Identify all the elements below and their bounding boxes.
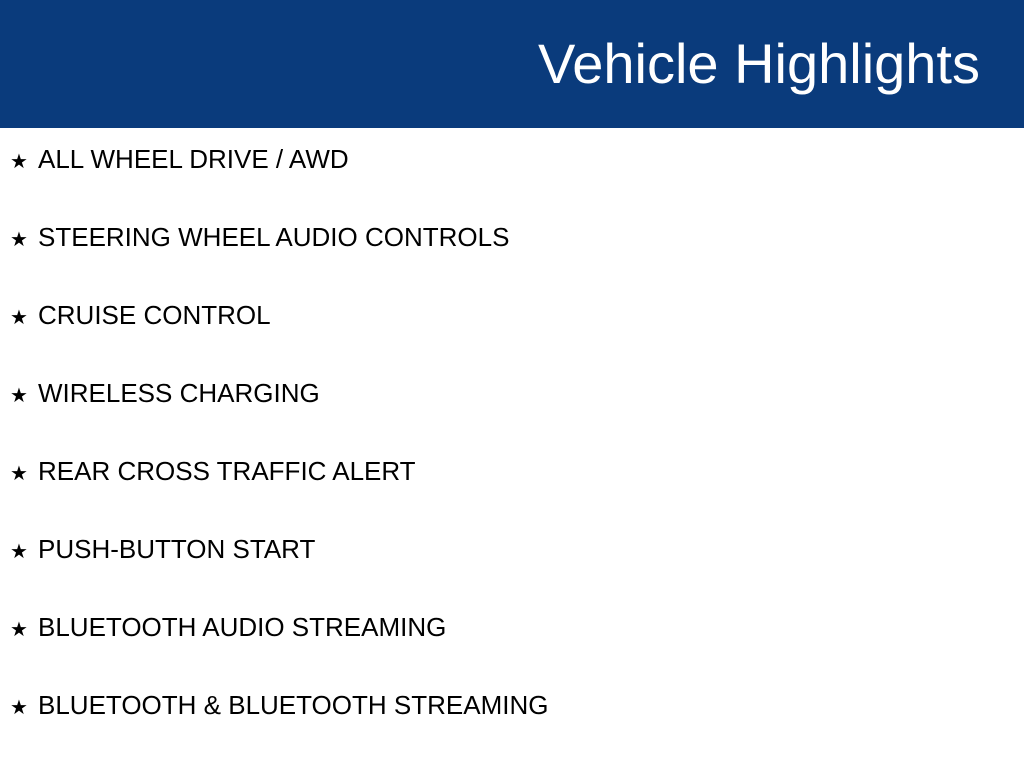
star-bullet-icon: ★	[10, 619, 28, 641]
list-item	[10, 146, 1024, 224]
list-item	[10, 458, 1024, 536]
vehicle-highlights-list	[0, 146, 1024, 770]
feature-label: BLUETOOTH & BLUETOOTH STREAMING	[38, 690, 549, 720]
feature-label: REAR CROSS TRAFFIC ALERT	[38, 456, 416, 486]
header-bar	[0, 0, 1024, 128]
star-bullet-icon: ★	[10, 151, 28, 173]
feature-label: WIRELESS CHARGING	[38, 378, 320, 408]
star-bullet-icon: ★	[10, 541, 28, 563]
list-item	[10, 536, 1024, 614]
page-title: Vehicle Highlights	[537, 32, 980, 95]
feature-label: BLUETOOTH AUDIO STREAMING	[38, 612, 447, 642]
list-item	[10, 224, 1024, 302]
list-item	[10, 302, 1024, 380]
list-item	[10, 692, 1024, 770]
list-item	[10, 380, 1024, 458]
star-bullet-icon: ★	[10, 229, 28, 251]
feature-label: CRUISE CONTROL	[38, 300, 271, 330]
star-bullet-icon: ★	[10, 307, 28, 329]
star-bullet-icon: ★	[10, 385, 28, 407]
star-bullet-icon: ★	[10, 697, 28, 719]
list-item	[10, 614, 1024, 692]
feature-label: PUSH-BUTTON START	[38, 534, 316, 564]
star-bullet-icon: ★	[10, 463, 28, 485]
feature-label: STEERING WHEEL AUDIO CONTROLS	[38, 222, 510, 252]
feature-label: ALL WHEEL DRIVE / AWD	[38, 144, 349, 174]
